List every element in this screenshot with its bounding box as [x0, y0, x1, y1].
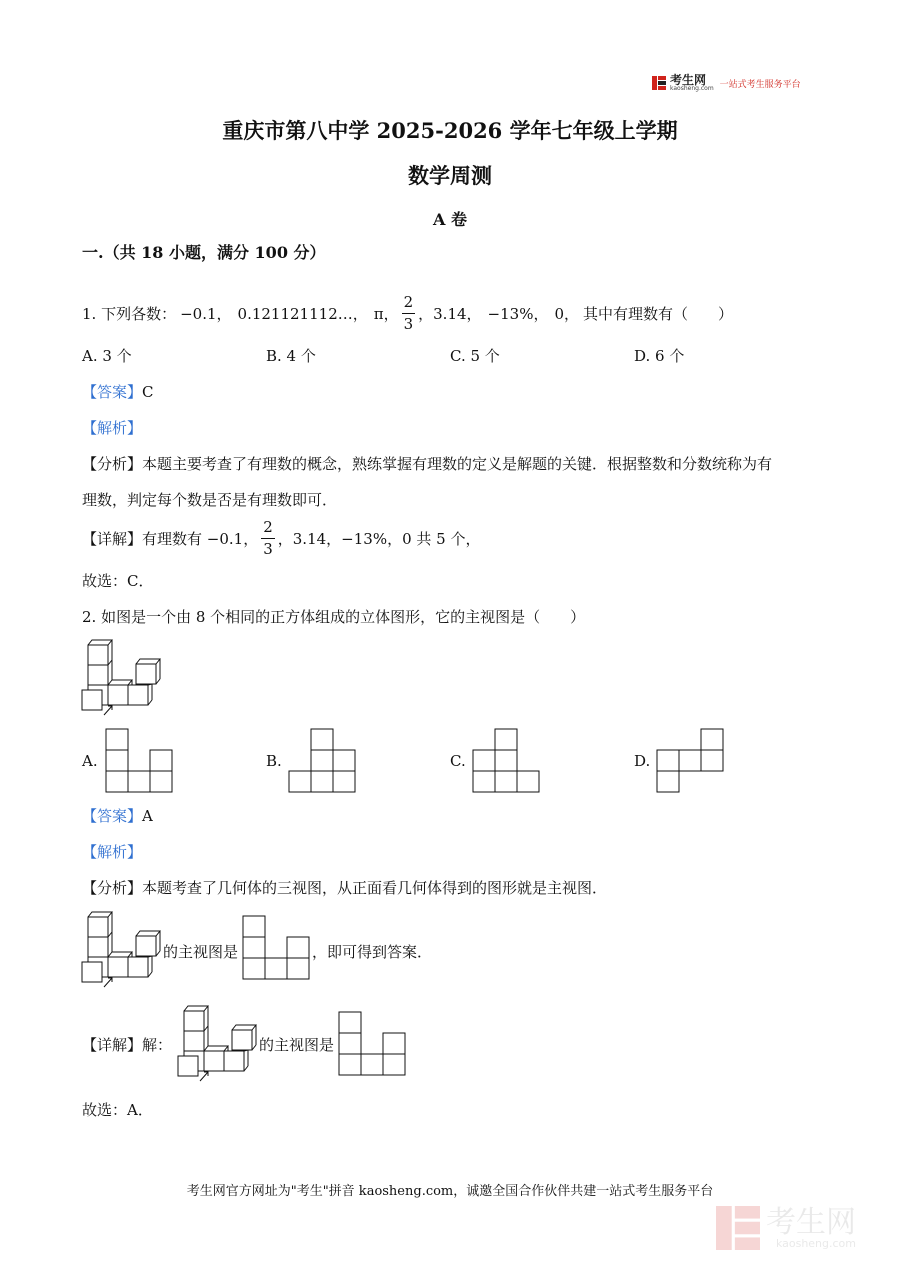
question-2-stem: 2. 如图是一个由 8 个相同的正方体组成的立体图形，它的主视图是（ ）: [82, 608, 586, 626]
section-heading: 一.（共 18 小题，满分 100 分）: [82, 243, 326, 262]
logo-sub: kaosheng.com: [670, 85, 714, 92]
q1-analysis-tag: 【解析】: [82, 419, 143, 437]
q2-detail-front-view: [338, 1011, 406, 1077]
q2-analysis-tag: 【解析】: [82, 843, 143, 861]
logo-slogan: 一站式考生服务平台: [719, 79, 801, 90]
q2-answer-tag: 【答案】: [82, 807, 143, 825]
q2-option-c-label: C.: [450, 752, 466, 770]
q2-fenxi-front-view: [242, 915, 310, 981]
q2-fenxi-text: 本题考查了几何体的三视图，从正面看几何体得到的图形就是主视图．: [142, 879, 608, 897]
question-1-stem: [82, 283, 733, 343]
q2-solid-figure: [80, 638, 162, 716]
q2-option-d-figure: [656, 728, 724, 794]
q1-choose: 故选：C．: [82, 572, 154, 590]
q1-option-b: B. 4 个: [266, 347, 316, 365]
q1-detail-tag: 【详解】: [82, 529, 143, 548]
footer-text: 考生网官方网址为"考生"拼音 kaosheng.com，诚邀全国合作伙伴共建一站式考生服务平台: [186, 1184, 714, 1199]
q1-number-1: −0.1，: [180, 304, 232, 323]
q1-number-7: 0，: [554, 304, 580, 323]
volume-label: A 卷: [433, 210, 467, 229]
q1-number-5: ，3.14，: [418, 304, 482, 323]
q1-answer: [82, 381, 154, 402]
q1-detail-pre: 有理数有 −0.1，: [142, 529, 259, 548]
q2-detail: [82, 1034, 172, 1055]
site-logo: [652, 74, 801, 92]
q2-fenxi-tag: 【分析】: [82, 879, 143, 897]
q2-option-c-figure: [472, 728, 540, 794]
q2-detail-pre: 解：: [142, 1036, 173, 1054]
q1-suffix: 其中有理数有（ ）: [583, 304, 734, 323]
watermark-sub: kaosheng.com: [775, 1236, 856, 1250]
q1-number-3: π，: [373, 304, 399, 323]
q2-option-d-label: D.: [634, 752, 651, 770]
q2-answer: [82, 805, 153, 826]
q1-fraction-denominator: 3: [403, 314, 414, 333]
q2-answer-value: A: [142, 807, 153, 825]
q1-detail-fraction-denominator: 3: [263, 539, 273, 558]
q2-fenxi-fig-text2: ，即可得到答案．: [312, 943, 433, 961]
q2-fenxi: [82, 877, 607, 898]
q2-detail-mid: 的主视图是: [259, 1036, 335, 1054]
q2-option-a-label: A.: [82, 752, 98, 770]
q1-number-6: −13%，: [487, 304, 549, 323]
q1-detail: [82, 514, 480, 562]
q1-fraction: [402, 294, 416, 332]
watermark-logo-icon: [716, 1206, 760, 1250]
q1-answer-value: C: [142, 383, 154, 401]
q1-number-2: 0.121121112…，: [237, 304, 368, 323]
q2-option-b-label: B.: [266, 752, 282, 770]
q2-detail-solid-figure: [176, 1004, 258, 1082]
q1-fenxi-tag: 【分析】: [82, 455, 143, 473]
logo-text: 考生网: [670, 73, 707, 87]
q2-option-b-figure: [288, 728, 356, 794]
q1-detail-post: ，3.14，−13%，0 共 5 个，: [277, 529, 481, 548]
watermark: [716, 1206, 856, 1250]
watermark-text: 考生网: [766, 1204, 856, 1240]
page-subtitle: 数学周测: [408, 163, 492, 188]
q2-choose: 故选：A．: [82, 1101, 153, 1119]
q2-detail-tag: 【详解】: [82, 1036, 143, 1054]
q1-option-c: C. 5 个: [450, 347, 500, 365]
q1-fraction-numerator: 2: [402, 294, 416, 314]
q2-option-a-figure: [105, 728, 173, 794]
q1-fenxi-text1: 本题主要考查了有理数的概念，熟练掌握有理数的定义是解题的关键．根据整数和分数统称为有: [142, 455, 773, 473]
q1-answer-tag: 【答案】: [82, 383, 143, 401]
q1-detail-fraction: [261, 519, 275, 557]
q1-detail-fraction-numerator: 2: [261, 519, 275, 539]
q1-option-d: D. 6 个: [634, 347, 685, 365]
kaosheng-logo-icon: [652, 76, 666, 90]
q1-fenxi-line1: [82, 453, 772, 474]
q1-fenxi-line2: 理数，判定每个数是否是有理数即可．: [82, 491, 338, 509]
q2-fenxi-solid-figure: [80, 910, 162, 988]
page-title: 重庆市第八中学 2025-2026 学年七年级上学期: [222, 118, 678, 143]
q1-prefix: 1. 下列各数：: [82, 304, 177, 323]
q2-fenxi-fig-text1: 的主视图是: [163, 943, 239, 961]
q1-option-a: A. 3 个: [82, 347, 132, 365]
